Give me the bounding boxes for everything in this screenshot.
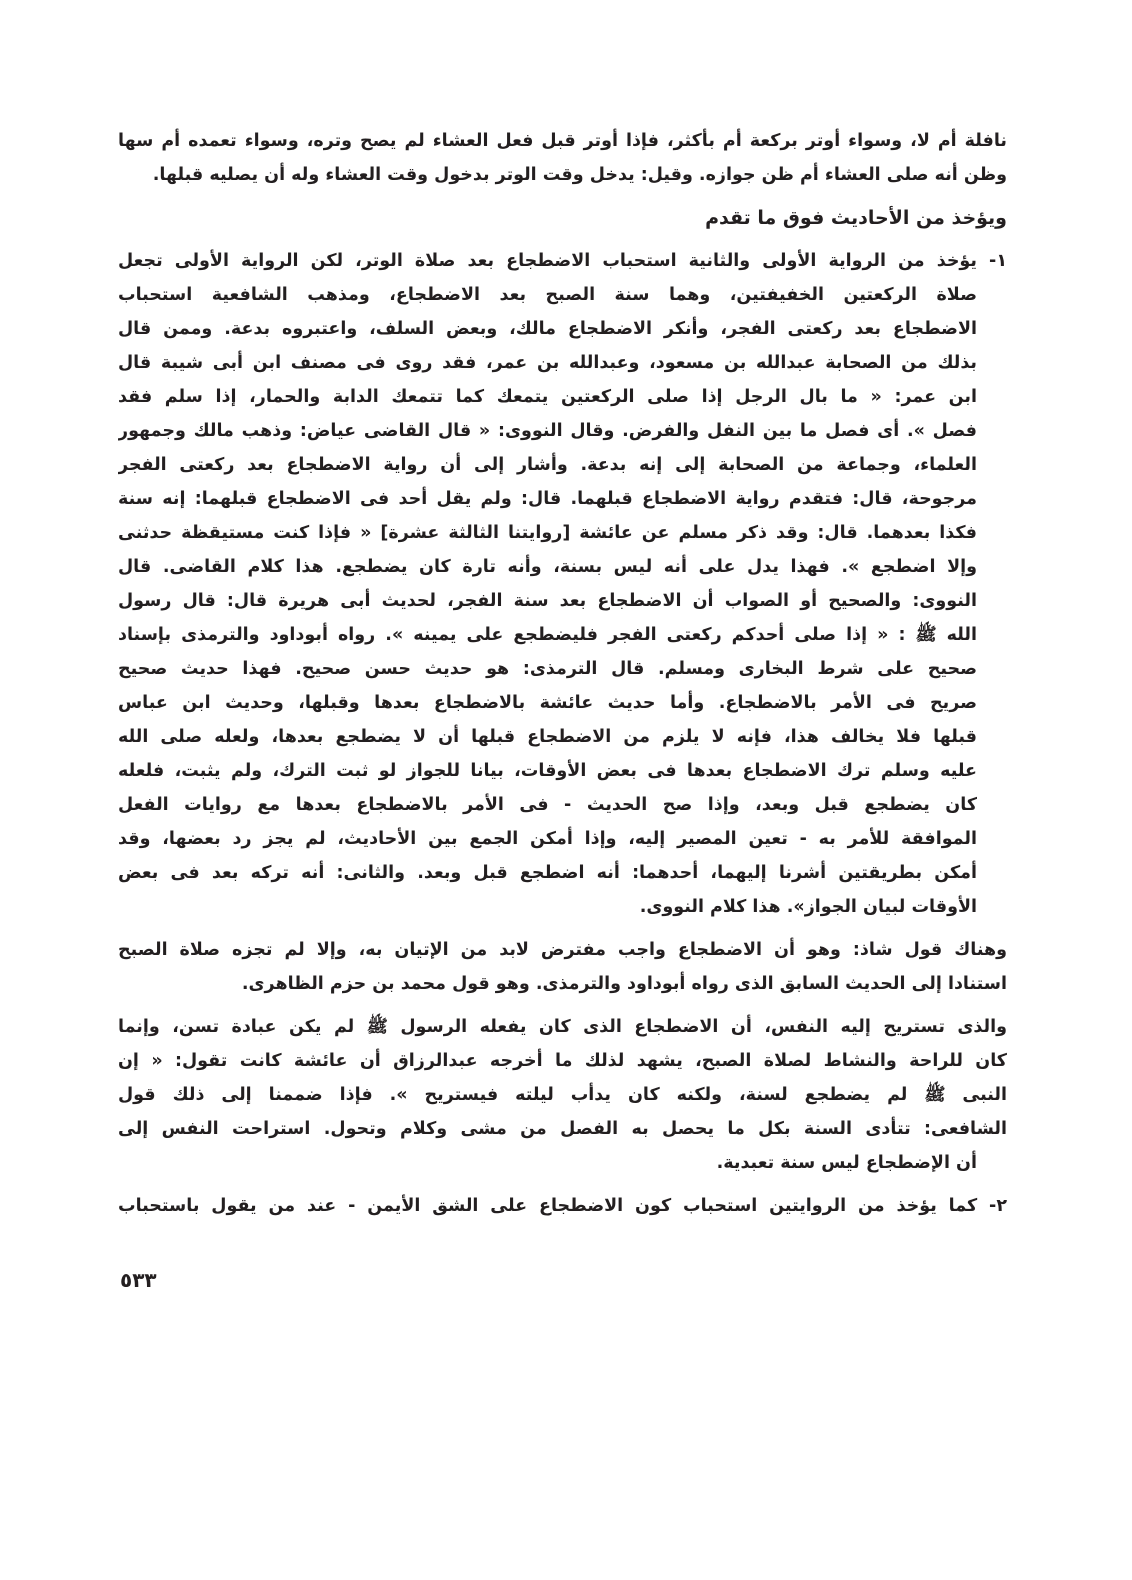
text-line: ٢- كما يؤخذ من الروايتين استحباب كون الاضطجاع على الشق الأيمن - عند من يقول باستحباب: [118, 1196, 1007, 1216]
text-line: والذى تستريح إليه النفس، أن الاضطجاع الذى كان يفعله الرسول ﷺ لم يكن عبادة تسن، وإنما: [118, 1017, 1007, 1037]
text-line: مرجوحة، قال: فتقدم رواية الاضطجاع قبلهما. قال: ولم يقل أحد فى الاضطجاع قبلهما: إنه سنة: [118, 489, 977, 509]
text-line: العلماء، وجماعة من الصحابة إلى إنه بدعة. وأشار إلى أن رواية الاضطجاع بعد ركعتى الفجر: [118, 455, 977, 475]
text-line: ابن عمر: « ما بال الرجل إذا صلى الركعتين يتمعك كما تتمعك الدابة والحمار، إذا سلم فقد: [118, 387, 977, 407]
text-line: فصل ». أى فصل ما بين النفل والفرض. وقال النووى: « قال القاضى عياض: وذهب مالك وجمهور: [118, 421, 977, 441]
text-line: ١- يؤخذ من الرواية الأولى والثانية استحباب الاضطجاع بعد صلاة الوتر، لكن الرواية الأولى تجعل: [118, 251, 1007, 271]
text-line: أن الإضطجاع ليس سنة تعبدية.: [716, 1153, 977, 1173]
text-line: النووى: والصحيح أو الصواب أن الاضطجاع بعد سنة الفجر، لحديث أبى هريرة قال: قال رسول: [118, 591, 977, 611]
text-line: صحيح على شرط البخارى ومسلم. قال الترمذى: هو حديث حسن صحيح. فهذا حديث صحيح: [118, 659, 977, 679]
page-number: ٥٣٣: [120, 1268, 157, 1292]
text-line: الموافقة للأمر به - تعين المصير إليه، وإذا أمكن الجمع بين الأحاديث، لم يجز رد بعضها، وقد: [118, 829, 977, 849]
text-line: وظن أنه صلى العشاء أم ظن جوازه. وقيل: يدخل وقت الوتر بدخول وقت العشاء وله أن يصليه قبلها.: [152, 165, 1007, 185]
text-line: الشافعى: تتأدى السنة بكل ما يحصل به الفصل من مشى وكلام وتحول. استراحت النفس إلى: [118, 1119, 1007, 1139]
text-line: الاضطجاع بعد ركعتى الفجر، وأنكر الاضطجاع مالك، وبعض السلف، واعتبروه بدعة. وممن قال: [118, 319, 977, 339]
text-line: الأوقات لبيان الجواز». هذا كلام النووى.: [639, 897, 977, 917]
text-line: قبلها فلا يخالف هذا، فإنه لا يلزم من الاضطجاع قبلها أن لا يضطجع بعدها، ولعله صلى الله: [118, 727, 977, 747]
section-heading: ويؤخذ من الأحاديث فوق ما تقدم: [705, 207, 1007, 229]
text-line: نافلة أم لا، وسواء أوتر بركعة أم بأكثر، فإذا أوتر قبل فعل العشاء لم يصح وتره، وسواء تعمده أم سها: [118, 131, 1007, 151]
text-line: استنادا إلى الحديث السابق الذى رواه أبوداود والترمذى. وهو قول محمد بن حزم الظاهرى.: [241, 974, 1007, 994]
text-line: النبى ﷺ لم يضطجع لسنة، ولكنه كان يدأب ليلته فيستريح ». فإذا ضممنا إلى ذلك قول: [118, 1085, 1007, 1105]
text-line: وهناك قول شاذ: وهو أن الاضطجاع واجب مفترض لابد من الإتيان به، وإلا لم تجزه صلاة الصبح: [118, 940, 1007, 960]
text-line: كان للراحة والنشاط لصلاة الصبح، يشهد لذلك ما أخرجه عبدالرزاق أن عائشة كانت تقول: « إن: [118, 1051, 1007, 1071]
text-line: صريح فى الأمر بالاضطجاع. وأما حديث عائشة بالاضطجاع بعدها وقبلها، وحديث ابن عباس: [118, 693, 977, 713]
text-line: بذلك من الصحابة عبدالله بن مسعود، وعبدالله بن عمر، فقد روى فى مصنف ابن أبى شيبة قال: [118, 353, 977, 373]
text-line: كان يضطجع قبل وبعد، وإذا صح الحديث - فى الأمر بالاضطجاع بعدها مع روايات الفعل: [118, 795, 977, 815]
text-line: الله ﷺ : « إذا صلى أحدكم ركعتى الفجر فليضطجع على يمينه ». رواه أبوداود والترمذى بإسناد: [118, 625, 977, 645]
text-line: فكذا بعدهما. قال: وقد ذكر مسلم عن عائشة [روايتنا الثالثة عشرة] « فإذا كنت مستيقظة حدثنى: [118, 523, 977, 543]
text-line: عليه وسلم ترك الاضطجاع بعدها فى بعض الأوقات، بيانا للجواز لو ثبت الترك، ولم يثبت، فلعله: [118, 761, 977, 781]
text-line: وإلا اضطجع ». فهذا يدل على أنه ليس بسنة، وأنه تارة كان يضطجع. هذا كلام القاضى. قال: [118, 557, 977, 577]
text-line: أمكن بطريقتين أشرنا إليهما، أحدهما: أنه اضطجع قبل وبعد. والثانى: أنه تركه بعد فى بعض: [118, 863, 977, 883]
text-line: صلاة الركعتين الخفيفتين، وهما سنة الصبح بعد الاضطجاع، ومذهب الشافعية استحباب: [118, 285, 977, 305]
